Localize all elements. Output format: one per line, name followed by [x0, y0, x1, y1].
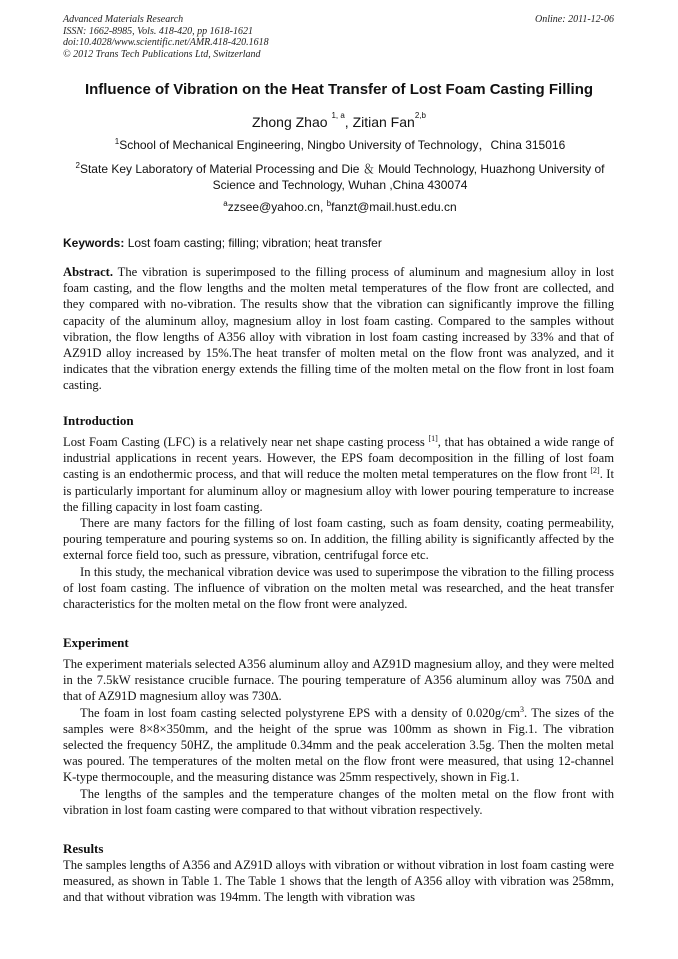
email-a: zzsee@yahoo.cn, — [227, 200, 327, 214]
copyright-line: © 2012 Trans Tech Publications Ltd, Switzerland — [63, 48, 261, 60]
intro-paragraph-2: There are many factors for the filling of lost foam casting, such as foam density, coating permeability, pouring temperature and pouring systems so on. In addition, the filling ability is significantly affected by the external force field too, such as pressure, vibration, centrifugal force etc. — [63, 516, 614, 563]
email-b: fanzt@mail.hust.edu.cn — [331, 200, 457, 214]
online-date: Online: 2011-12-06 — [535, 14, 614, 25]
keywords — [63, 236, 614, 250]
experiment-p2-text-a: The foam in lost foam casting selected polystyrene EPS with a density of 0.020g/cm — [80, 705, 521, 720]
abstract — [63, 264, 614, 394]
intro-p1-text-a: Lost Foam Casting (LFC) is a relatively near net shape casting process — [63, 435, 429, 449]
introduction-body — [63, 434, 614, 612]
affiliation-1-text: School of Mechanical Engineering, Ningbo University of Technology，China 315016 — [119, 138, 566, 152]
intro-p1-text-b: , that has obtained a wide range of industrial applications in recent years. However, the EPS foam decomposition in the filling of lost foam casting is an endothermic process, and that will reduce the molten metal temperatures on the flow front — [63, 435, 614, 482]
affiliation-2-superscript: 2 — [75, 161, 80, 170]
author-emails — [62, 199, 618, 215]
affiliation-1-superscript: 1 — [114, 137, 120, 146]
doi-line: doi:10.4028/www.scientific.net/AMR.418-420.1618 — [63, 37, 269, 48]
affiliation-2-text: State Key Laboratory of Material Processing and Die ＆ Mould Technology, Huazhong University of Science and Technology, Wuhan ,China 430074 — [79, 162, 605, 192]
citation-1: [1] — [428, 434, 438, 443]
experiment-paragraph-1: The experiment materials selected A356 aluminum alloy and AZ91D magnesium alloy, and they were melted in the 7.5kW resistance crucible furnace. The pouring temperature of A356 aluminum alloy was 750∆ and that of AZ91D magnesium alloy was 730∆. — [63, 657, 614, 704]
citation-2: [2] — [590, 466, 600, 476]
affiliation-1 — [62, 137, 618, 153]
results-heading: Results — [63, 841, 104, 856]
unit-superscript: 3 — [520, 704, 525, 714]
intro-paragraph-3: In this study, the mechanical vibration device was used to superimpose the vibration to the filling process of lost foam casting. The influence of vibration on the molten metal was researched, and the heat transfer characteristics for the molten metal on the flow front were analyzed. — [63, 564, 614, 612]
results-body — [63, 857, 614, 906]
journal-header — [63, 14, 269, 60]
intro-p1-text-c: . It is particularly important for aluminum alloy or magnesium alloy with lower pouring temperature to increase the filling capacity in lost foam casting. — [63, 467, 614, 514]
keywords-text: Lost foam casting; filling; vibration; heat transfer — [124, 236, 382, 250]
intro-paragraph-1 — [63, 434, 614, 515]
author-separator: , — [344, 114, 353, 130]
affiliation-2 — [62, 161, 618, 193]
author-2-superscript: 2,b — [414, 111, 426, 120]
experiment-paragraph-3: The lengths of the samples and the temperature changes of the molten metal on the flow front with vibration in lost foam casting were compared to that without vibration respectively. — [63, 786, 614, 817]
experiment-paragraph-2 — [63, 705, 614, 786]
journal-name: Advanced Materials Research — [63, 14, 184, 25]
experiment-heading: Experiment — [63, 635, 129, 650]
results-paragraph-1: The samples lengths of A356 and AZ91D alloys with vibration or without vibration in lost foam casting were measured, as shown in Table 1. The Table 1 shows that the length of A356 alloy with vibration was 258mm, and that without vibration was 194mm. The length with vibration was — [63, 858, 614, 905]
author-2-name: Zitian Fan — [352, 114, 415, 130]
paper-title: Influence of Vibration on the Heat Transfer of Lost Foam Casting Filling — [84, 81, 594, 98]
author-1-superscript: 1, a — [331, 111, 345, 120]
email-a-superscript: a — [223, 199, 228, 208]
introduction-heading: Introduction — [63, 413, 134, 428]
author-1-name: Zhong Zhao — [252, 114, 332, 130]
author-line — [0, 111, 678, 130]
experiment-p2-text-b: . The sizes of the samples were 8×8×350mm, and the height of the sprue was 100mm as shown in Fig.1. The vibration selected the frequency 50HZ, the amplitude 0.34mm and the peak acceleration 3.5g. Then the molten metal was poured. The temperatures of the molten metal on the flow front were measured, that using 12-channel K-type thermocouple, and the measuring distance was 25mm respectively, shown in Fig.1. — [63, 705, 614, 785]
email-b-superscript: b — [326, 199, 332, 208]
experiment-body — [63, 656, 614, 818]
keywords-label: Keywords: — [63, 236, 125, 250]
abstract-label: Abstract. — [63, 265, 114, 279]
abstract-text: The vibration is superimposed to the filling process of aluminum and magnesium alloy in lost foam casting, and the flow lengths and the molten metal temperatures of the flow front are collected, and they compared with no-vibration. The results show that the vibration can significantly improve the filling capacity of the aluminum alloy, magnesium alloy in lost foam casting. Compared to the samples without vibration, the flow lengths of A356 alloy with vibration in lost foam casting increased by 33% and that of AZ91D alloy increased by 15%.The heat transfer of molten metal on the flow front was analyzed, and it indicates that the vibration energy extends the filling time of the molten metal on the flow front in lost foam casting. — [63, 265, 614, 393]
issn-line: ISSN: 1662-8985, Vols. 418-420, pp 1618-1621 — [63, 25, 253, 37]
